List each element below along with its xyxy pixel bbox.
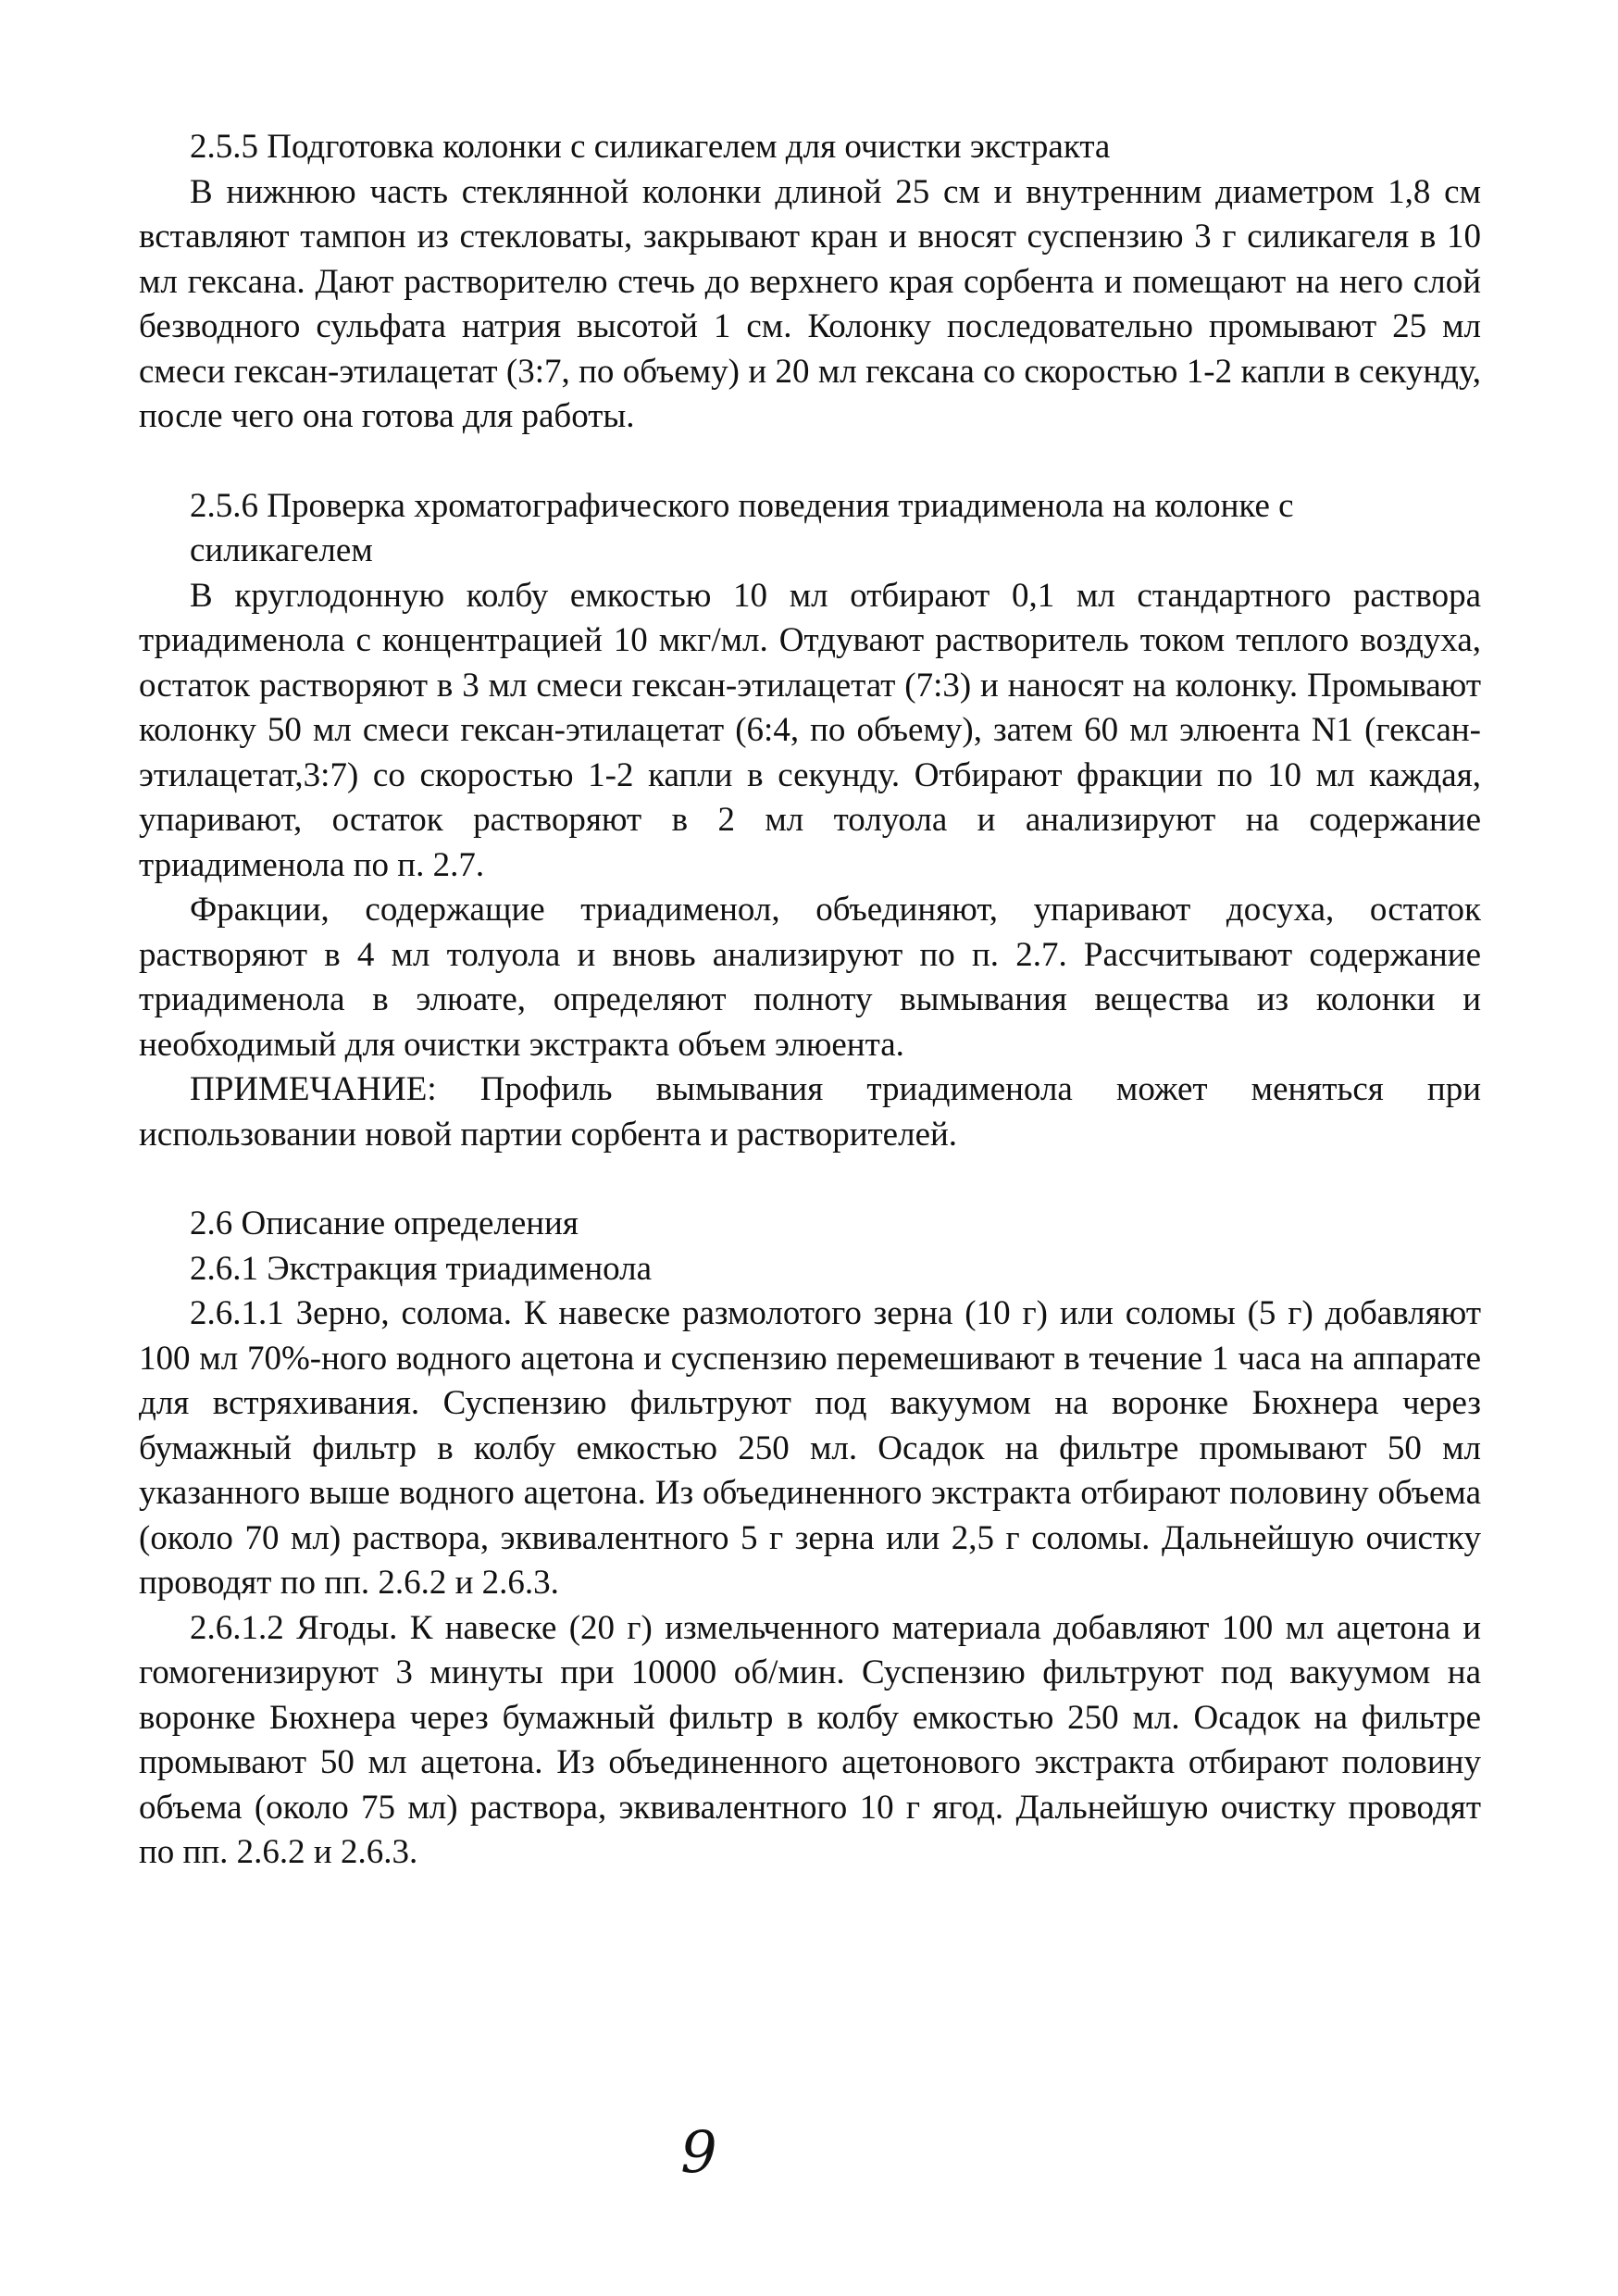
section-2-6 xyxy=(139,1202,1481,1876)
section-2-5-6 xyxy=(139,484,1481,1158)
section-heading: 2.5.5 Подготовка колонки с силикагелем для очистки экстракта xyxy=(190,128,1111,166)
section-heading: 2.5.6 Проверка хроматографического поведения триадименола на колонке с силикагелем xyxy=(190,486,1294,569)
paragraph: В круглодонную колбу емкостью 10 мл отбирают 0,1 мл стандартного раствора триадименола с концентрацией 10 мкг/мл. Отдувают растворитель током теплого воздуха, остаток растворяют в 3 мл смеси гексан-этилацетат (7:3) и наносят на колонку. Промывают колонку 50 мл смеси гексан-этилацетат (6:4, по объему), затем 60 мл элюента N1 (гексан-этилацетат,3:7) со скоростью 1-2 капли в секунду. Отбирают фракции по 10 мл каждая, упаривают, остаток растворяют в 2 мл толуола и анализируют на содержание триадименола по п. 2.7. xyxy=(139,576,1481,884)
paragraph: В нижнюю часть стеклянной колонки длиной 25 см и внутренним диаметром 1,8 см вставляют тампон из стекловаты, закрывают кран и вносят суспензию 3 г силикагеля в 10 мл гексана. Дают растворителю стечь до верхнего края сорбента и помещают на него слой безводного сульфата натрия высотой 1 см. Колонку последовательно промывают 25 мл смеси гексан-этилацетат (3:7, по объему) и 20 мл гексана со скоростью 1-2 капли в секунду, после чего она готова для работы. xyxy=(139,172,1481,435)
page-number: 9 xyxy=(680,2118,717,2186)
section-heading: 2.6 Описание определения xyxy=(190,1204,579,1242)
section-gap xyxy=(139,1157,1481,1202)
paragraph: 2.6.1.2 Ягоды. К навеске (20 г) измельченного материала добавляют 100 мл ацетона и гомогенизируют 3 минуты при 10000 об/мин. Суспензию фильтруют под вакуумом на воронке Бюхнера через бумажный фильтр в колбу емкостью 250 мл. Осадок на фильтре промывают 50 мл ацетона. Из объединенного ацетонового экстракта отбирают половину объема (около 75 мл) раствора, эквивалентного 10 г ягод. Дальнейшую очистку проводят по пп. 2.6.2 и 2.6.3. xyxy=(139,1608,1481,1871)
section-gap xyxy=(139,440,1481,484)
subsection-heading: 2.6.1 Экстракция триадименола xyxy=(190,1249,653,1288)
paragraph: 2.6.1.1 Зерно, солома. К навеске размолотого зерна (10 г) или соломы (5 г) добавляют 100 мл 70%-ного водного ацетона и суспензию перемешивают в течение 1 часа на аппарате для встряхивания. Суспензию фильтруют под вакуумом на воронке Бюхнера через бумажный фильтр в колбу емкостью 250 мл. Осадок на фильтре промывают 50 мл указанного выше водного ацетона. Из объединенного экстракта отбирают половину объема (около 70 мл) раствора, эквивалентного 5 г зерна или 2,5 г соломы. Дальнейшую очистку проводят по пп. 2.6.2 и 2.6.3. xyxy=(139,1294,1481,1602)
section-2-5-5 xyxy=(139,125,1481,440)
paragraph: Фракции, содержащие триадименол, объединяют, упаривают досуха, остаток растворяют в 4 мл толуола и вновь анализируют по п. 2.7. Рассчитывают содержание триадименола в элюате, определяют полноту вымывания вещества из колонки и необходимый для очистки экстракта объем элюента. xyxy=(139,891,1481,1064)
note-paragraph: ПРИМЕЧАНИЕ: Профиль вымывания триадименола может меняться при использовании новой партии сорбента и растворителей. xyxy=(139,1070,1481,1154)
document-page xyxy=(139,125,1481,1876)
